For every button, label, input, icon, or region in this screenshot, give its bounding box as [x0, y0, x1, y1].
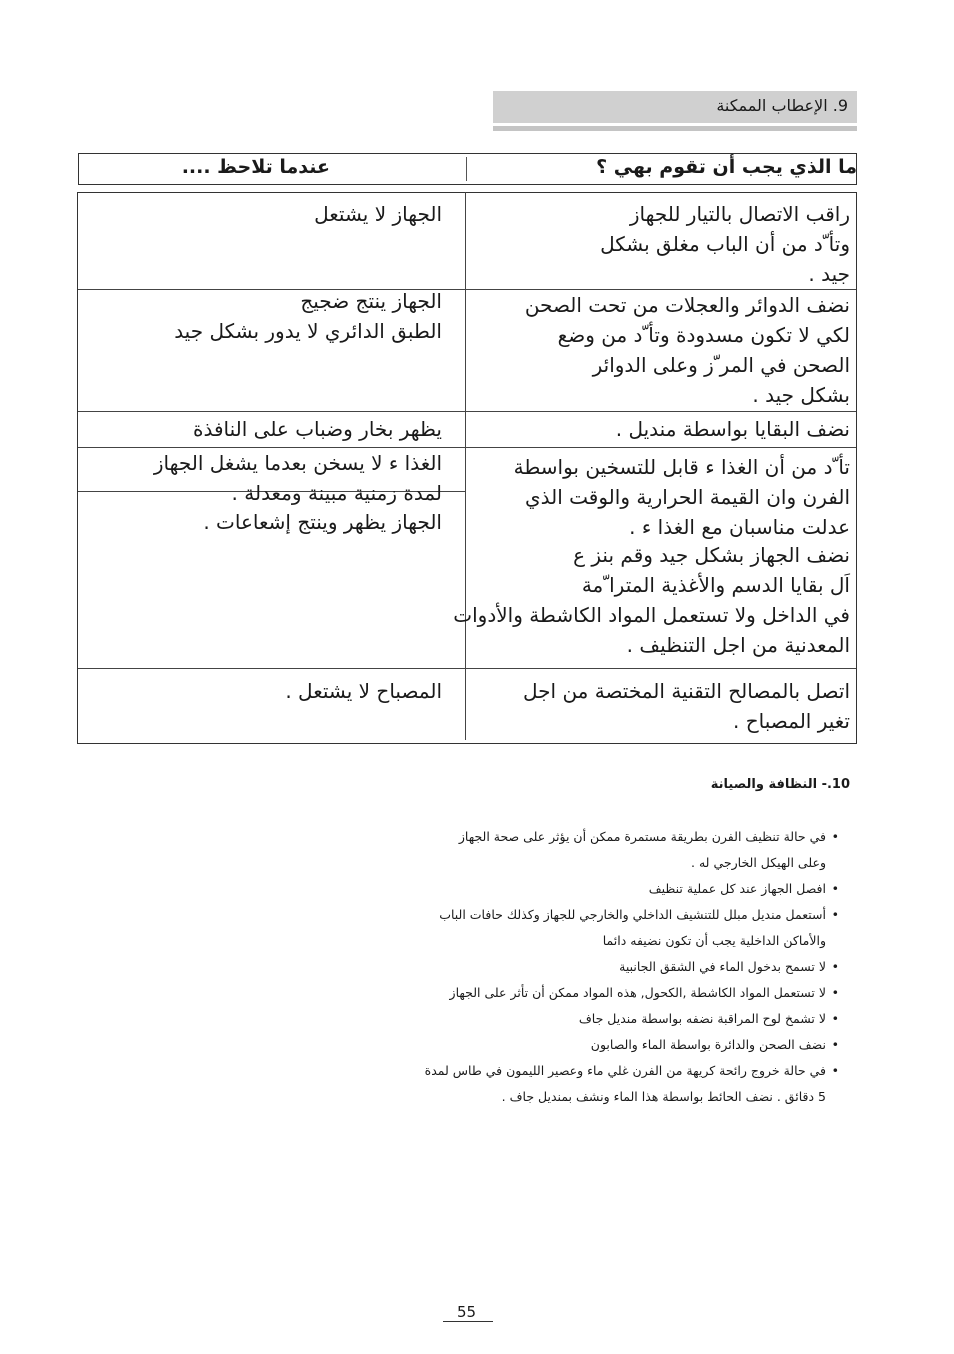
column-header-what-to-do: ما الذي يجب أن تقوم بهي ؟ — [596, 156, 857, 178]
list-item: • افصل الجهاز عند كل عملية تنظيف — [306, 876, 826, 902]
table-cell-problem: الجهاز يظهر وينتج إشعاعات . — [203, 510, 442, 534]
table-cell-problem: يظهر بخار وضباب على النافذة — [192, 417, 442, 441]
table-cell-problem: الجهاز ينتج ضجيج الطبق الدائري لا يدور بشكل جيد — [174, 289, 442, 343]
table-cell-solution: اتصل بالمصالح التقنية المختصة من اجل تغير المصباح . — [523, 679, 850, 733]
page-number-underline — [443, 1321, 493, 1322]
column-header-when-you-notice: عندما تلاحظ .... — [181, 156, 330, 178]
table-row-divider — [78, 411, 856, 412]
section-9-title: 9. الإعطاب الممكنة — [716, 96, 848, 115]
table-cell-solution: نضف الجهاز بشكل جيد وقم بنز ع اَل بقايا الدسم والأغذية المترا ّمة في الداخل ولا تستعمل المواد الكاشطة والأدوات المعدنية من اجل التنظيف . — [453, 543, 850, 657]
table-header-divider — [466, 157, 467, 181]
page-number: 55 — [457, 1303, 477, 1321]
list-item: • في حالة خروج رائحة كريهة من الفرن غلي ماء وعصير الليمون في طاس لمدة 5 دقائق . نضف الحائط بواسطة هذا الماء ونشف بمنديل جاف . — [306, 1058, 826, 1110]
list-item: • لا تشمخ لوح المراقبة نضفه بواسطة منديل جاف — [306, 1006, 826, 1032]
list-item: • أستعمل منديل مبلل للتنشيف الداخلي والخارجي للجهاز وكذلك حافات الباب والأماكن الداخلية يجب أن تكون نضيفه دائما — [306, 902, 826, 954]
table-cell-problem: الجهاز لا يشتعل — [314, 202, 442, 226]
maintenance-list — [306, 824, 826, 1110]
table-cell-solution: نضف الدوائر والعجلات من تحت الصحن لكي لا تكون مسدودة وتأ ّد من وضع الصحن في المر ّز وعلى الدوائر بشكل جيد . — [524, 293, 850, 407]
table-cell-problem: الغذا ء لا يسخن بعدما يشغل الجهاز لمدة زمنية مبينة ومعدلة . — [153, 451, 442, 505]
list-item: • في حالة تنظيف الفرن بطريقة مستمرة ممكن أن يؤثر على صحة الجهاز وعلى الهيكل الخارجي له . — [306, 824, 826, 876]
table-cell-problem: المصباح لا يشتعل . — [285, 679, 442, 703]
section-10-title: 10.- النظافة والصيانة — [710, 777, 850, 792]
table-cell-solution: تأ ّد من أن الغذا ء قابل للتسخين بواسطة الفرن وان القيمة الحرارية والوقت الذي عدلت مناسبان مع الغذا ء . — [513, 455, 850, 539]
table-cell-solution: نضف البقايا بواسطة منديل . — [615, 417, 850, 441]
table-cell-solution: راقب الاتصال بالتيار للجهاز وتأ ّد من أن الباب مغلق بشكل جيد . — [600, 202, 850, 286]
list-item: • لا تسمح بدخول الماء في الشقق الجانبية — [306, 954, 826, 980]
list-item: • لا تستعمل المواد الكاشطة ,الكحول, هذه المواد ممكن أن تأثر على الجهاز — [306, 980, 826, 1006]
table-row-divider — [78, 668, 856, 669]
section-header-underline — [493, 126, 857, 131]
list-item: • نضف الصحن والدائرة بواسطة الماء والصابون — [306, 1032, 826, 1058]
